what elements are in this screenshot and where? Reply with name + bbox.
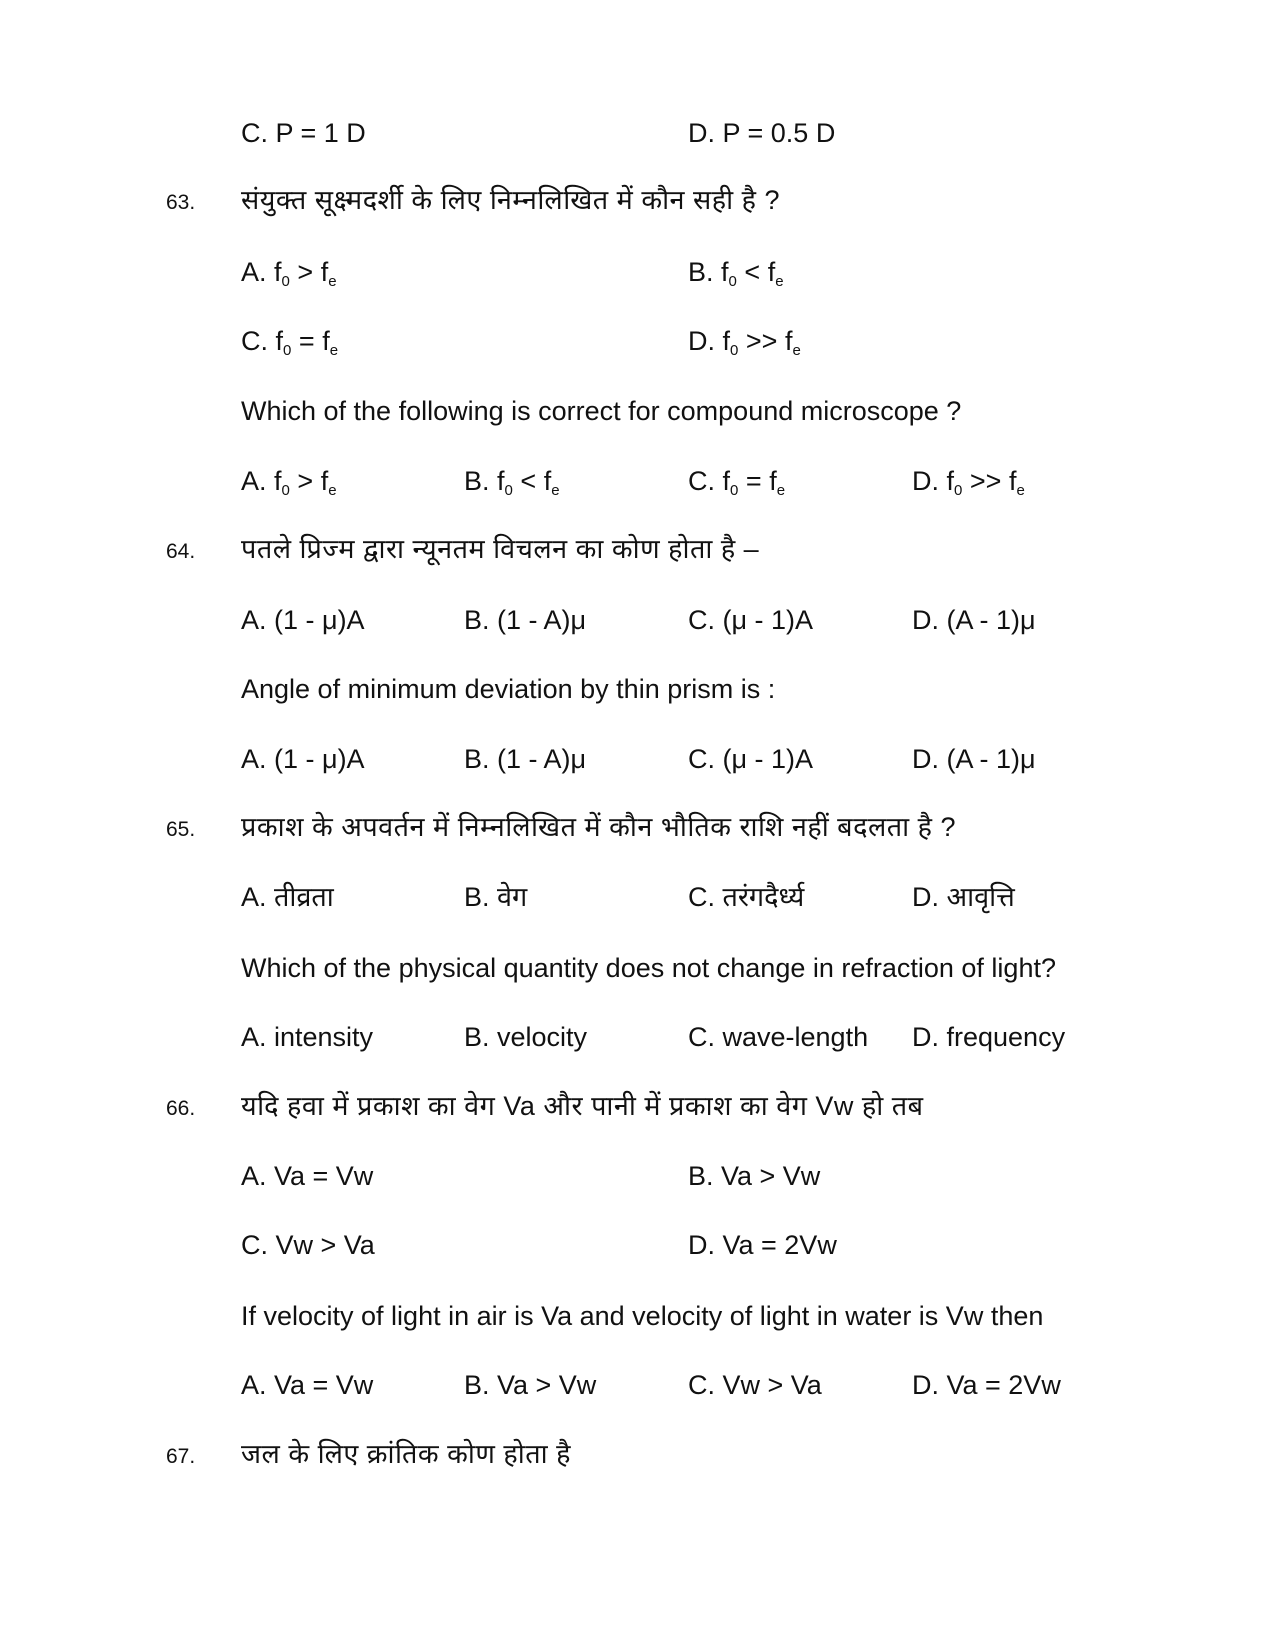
q64-english-option-c: C. (μ - 1)A [688, 744, 814, 774]
q64-english-option-b: B. (1 - A)μ [464, 744, 587, 774]
q64-hindi-option-d: D. (A - 1)μ [912, 605, 1036, 635]
q65-hindi-option-d: D. आवृत्ति [912, 882, 1015, 912]
q66-english-option-d: D. Va = 2Vw [912, 1370, 1061, 1400]
q63-english-option-d: D. $f_0 >> f_e$ [912, 466, 1025, 499]
q64-hindi-question: पतले प्रिज्म द्वारा न्यूनतम विचलन का कोण होता है – [241, 534, 760, 564]
q62-option-d: D. P = 0.5 D [688, 118, 836, 148]
q64-english-option-a: A. (1 - μ)A [241, 744, 365, 774]
q65-english-option-b: B. velocity [464, 1022, 588, 1052]
q65-hindi-question: प्रकाश के अपवर्तन में निम्नलिखित में कौन भौतिक राशि नहीं बदलता है ? [241, 812, 956, 842]
q66-english-option-b: B. Va > Vw [464, 1370, 597, 1400]
q66-hindi-option-a: A. Va = Vw [241, 1161, 374, 1191]
q63-hindi-option-c: C. $f_0 = f_e$ [241, 326, 339, 359]
q63-english-option-b: B. $f_0 < f_e$ [464, 466, 560, 499]
q67-number: 67. [166, 1445, 196, 1468]
q63-english-option-c: C. $f_0 = f_e$ [688, 466, 786, 499]
q66-english-option-c: C. Vw > Va [688, 1370, 822, 1400]
q65-hindi-option-c: C. तरंगदैर्ध्य [688, 882, 805, 912]
q64-hindi-option-b: B. (1 - A)μ [464, 605, 587, 635]
q64-hindi-option-a: A. (1 - μ)A [241, 605, 365, 635]
q62-option-c: C. P = 1 D [241, 118, 366, 148]
q65-hindi-option-a: A. तीव्रता [241, 882, 334, 912]
q64-english-option-d: D. (A - 1)μ [912, 744, 1036, 774]
q66-number: 66. [166, 1097, 196, 1120]
q63-hindi-option-d: D. $f_0 >> f_e$ [688, 326, 801, 359]
q63-english-option-a: A. $f_0 > f_e$ [241, 466, 337, 499]
q66-hindi-option-d: D. Va = 2Vw [688, 1230, 837, 1260]
q66-english-question: If velocity of light in air is Va and velocity of light in water is Vw then [241, 1301, 1044, 1331]
q66-hindi-question: यदि हवा में प्रकाश का वेग Va और पानी में प्रकाश का वेग Vw हो तब [241, 1091, 924, 1121]
q66-hindi-option-b: B. Va > Vw [688, 1161, 821, 1191]
q64-number: 64. [166, 540, 196, 563]
q66-english-option-a: A. Va = Vw [241, 1370, 374, 1400]
q65-english-option-c: C. wave-length [688, 1022, 869, 1052]
q63-english-question: Which of the following is correct for compound microscope ? [241, 396, 962, 426]
q63-number: 63. [166, 191, 196, 214]
q65-number: 65. [166, 818, 196, 841]
q64-english-question: Angle of minimum deviation by thin prism is : [241, 674, 776, 704]
q63-hindi-option-b: B. $f_0 < f_e$ [688, 257, 784, 290]
q65-hindi-option-b: B. वेग [464, 882, 528, 912]
q65-english-option-d: D. frequency [912, 1022, 1066, 1052]
q66-hindi-option-c: C. Vw > Va [241, 1230, 375, 1260]
q63-hindi-question: संयुक्त सूक्ष्मदर्शी के लिए निम्नलिखित में कौन सही है ? [241, 185, 780, 215]
q65-english-option-a: A. intensity [241, 1022, 374, 1052]
q67-hindi-question: जल के लिए क्रांतिक कोण होता है [241, 1439, 571, 1469]
q65-english-question: Which of the physical quantity does not change in refraction of light? [241, 953, 1056, 983]
q63-hindi-option-a: A. $f_0 > f_e$ [241, 257, 337, 290]
q64-hindi-option-c: C. (μ - 1)A [688, 605, 814, 635]
